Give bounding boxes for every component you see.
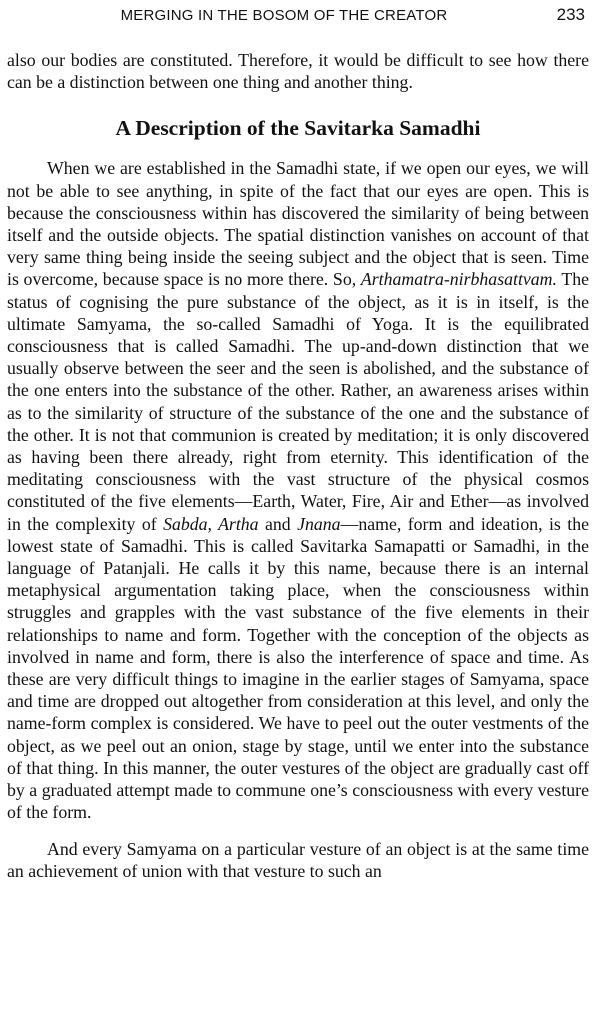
paragraph-text-part-4: —name, form and ideation, is the lowest state of Samadhi. This is called Savitarka Samapatti or Samadhi, in the language of Patanjali. He calls it by this name, because there is an internal metaphysical argumentation taking place, when the consciousness within struggles and grapples with the vast substance of the five elements in their relationships to name and form. Together with the conception of the objects as involved in name and form, there is also the interference of space and time. As these are very difficult things to imagine in the earlier stages of Samyama, space and time are dropped out altogether from consideration at this level, and only the name-form complex is considered. We have to peel out the outer vestments of the object, as we peel out an onion, stage by stage, until we enter into the substance of that thing. In this manner, the outer vestures of the object are gradually cast off by a graduated attempt made to commune one’s consciousness with every vesture of the form.	[7, 513, 589, 823]
sanskrit-term-arthamatra: Arthamatra-nirbhasattvam.	[360, 269, 557, 290]
paragraph-text-part-1: When we are established in the Samadhi state, if we open our eyes, we will not be able to see anything, in spite of the fact that our eyes are open. This is because the consciousness within has discovered the similarity of being between itself and the outside objects. The spatial distinction vanishes on account of that very same thing being inside the seeing subject and the object that is seen. Time is overcome, because space is no more there. So,	[7, 158, 589, 290]
running-head	[7, 0, 589, 33]
sanskrit-term-sabda-artha: Sabda, Artha	[163, 513, 259, 534]
paragraph-text-part-3: and	[258, 513, 298, 534]
paragraph-text-part-2: The status of cognising the pure substance of the object, as it is in itself, is the ultimate Samyama, the so-called Samadhi of Yoga. It is the equilibrated consciousness that is called Samadhi. The up-and-down distinction that we usually observe between the seer and the seen is abolished, and the substance of the one enters into the substance of the other. Rather, an awareness arises within as to the similarity of structure of the substance of the one and the substance of the other. It is not that communion is created by meditation; it is only discovered as having been there already, right from eternity. This identification of the meditating consciousness with the vast structure of the physical cosmos constituted of the five elements—Earth, Water, Fire, Air and Ether—as involved in the complexity of	[7, 269, 589, 534]
body-paragraph-2: And every Samyama on a particular vesture of an object is at the same time an achievement of union with that vesture to such an	[7, 838, 589, 881]
continued-paragraph: also our bodies are constituted. Therefore, it would be difficult to see how there can be a distinction between one thing and another thing.	[7, 50, 589, 93]
section-heading: A Description of the Savitarka Samadhi	[115, 116, 481, 141]
sanskrit-term-jnana: Jnana	[297, 513, 341, 534]
running-title: MERGING IN THE BOSOM OF THE CREATOR	[120, 7, 448, 24]
body-paragraph-1	[7, 157, 589, 823]
page-number: 233	[556, 5, 585, 24]
